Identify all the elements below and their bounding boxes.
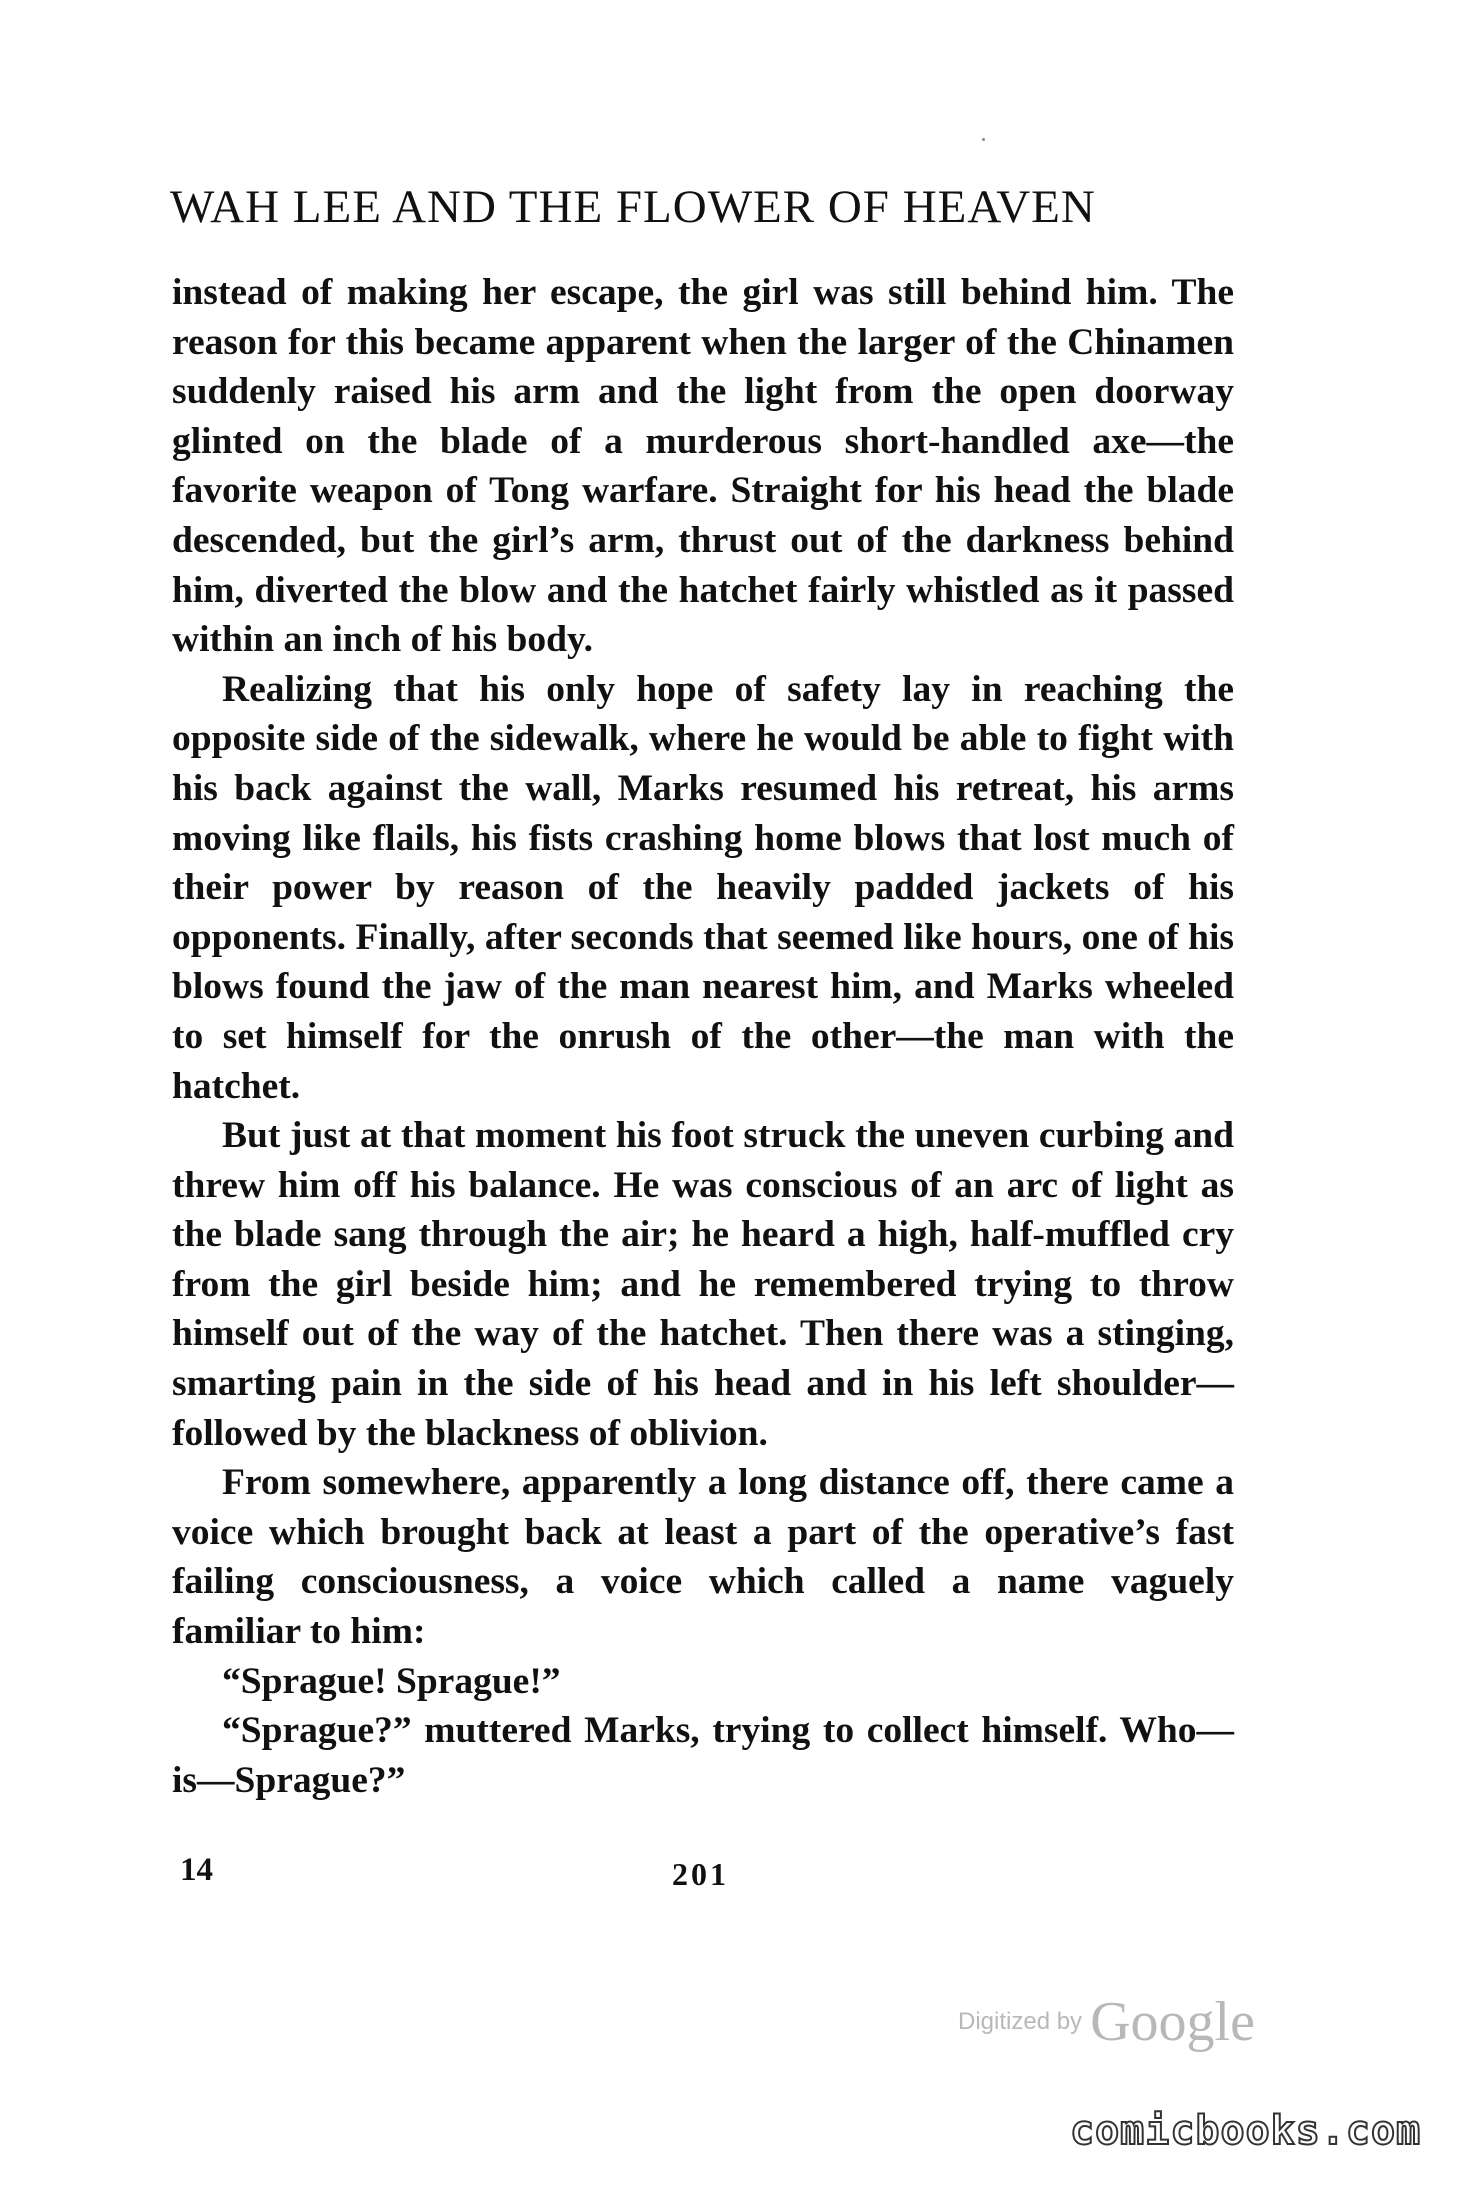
print-speck [982,138,985,141]
google-logo-text: Google [1090,1991,1255,2053]
page-number: 201 [672,1856,729,1892]
signature-mark: 14 [180,1852,213,1888]
body-text [172,268,1234,1805]
site-watermark: comicbooks.com [1070,2108,1422,2154]
digitized-prefix: Digitized by [958,2008,1083,2035]
paragraph-3: But just at that moment his foot struck the uneven curbing and threw him off his balance. He was conscious of an arc of light as the blade sang through the air; he heard a high, half-muffled cry from the girl beside him; and he remembered trying to throw himself out of the way of the hatchet. Then there was a stinging, smarting pain in the side of his head and in his left shoulder—followed by the blackness of oblivion. [172,1115,1234,1454]
paragraph-1: instead of making her escape, the girl was still behind him. The reason for this became apparent when the larger of the Chinamen suddenly raised his arm and the light from the open doorway glinted on the blade of a murderous short-handled axe—the favorite weapon of Tong warfare. Straight for his head the blade descended, but the girl’s arm, thrust out of the darkness behind him, diverted the blow and the hatchet fairly whistled as it passed within an inch of his body. [172,272,1234,661]
running-head: WAH LEE AND THE FLOWER OF HEAVEN [170,181,1096,233]
paragraph-2: Realizing that his only hope of safety lay in reaching the opposite side of the sidewalk, where he would be able to fight with his back against the wall, Marks resumed his retreat, his arms moving like flails, his fists crashing home blows that lost much of their power by reason of the heavily padded jackets of his opponents. Finally, after seconds that seemed like hours, one of his blows found the jaw of the man nearest him, and Marks wheeled to set himself for the onrush of the other—the man with the hatchet. [172,668,1234,1107]
paragraph-5: “Sprague! Sprague!” [222,1660,561,1702]
paragraph-4: From somewhere, apparently a long distance off, there came a voice which brought back at least a part of the operative’s fast failing consciousness, a voice which called a name vaguely familiar to him: [172,1462,1234,1653]
paragraph-6: “Sprague?” muttered Marks, trying to collect himself. Who—is—Sprague?” [172,1710,1234,1801]
digitized-by-google-watermark [958,1990,1255,2054]
